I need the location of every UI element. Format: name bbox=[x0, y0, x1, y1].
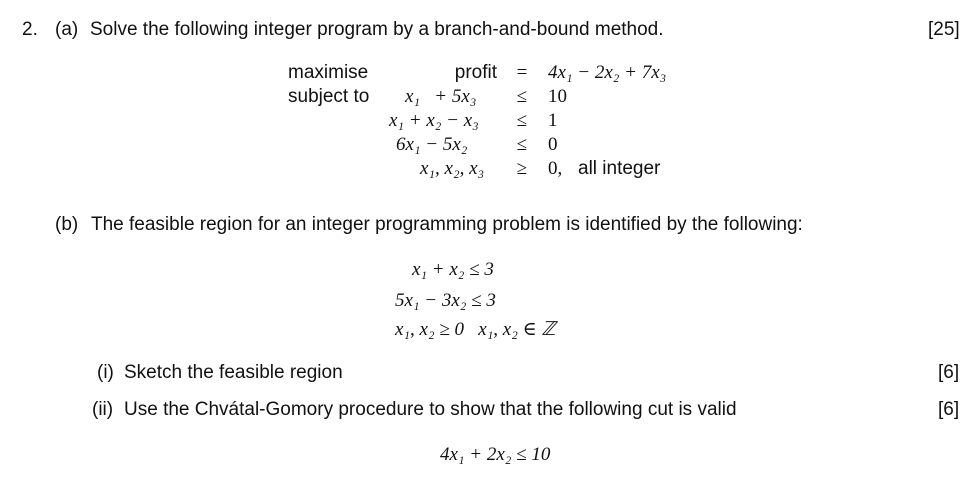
constraint-1-lhs: x₁ + 5x₃ bbox=[405, 86, 477, 107]
objective-name: profit bbox=[454, 62, 497, 83]
subpart-i-marks: [6] bbox=[938, 362, 960, 383]
part-b-constraint-3: x₁, x₂ ≥ 0 x₁, x₂ ∈ ℤ bbox=[395, 319, 556, 340]
constraint-2-relation: ≤ bbox=[516, 110, 528, 131]
subpart-ii-marks: [6] bbox=[938, 399, 960, 420]
part-a-text: Solve the following integer program by a branch-and-bound method. bbox=[90, 19, 664, 40]
part-a-label: (a) bbox=[55, 19, 79, 40]
constraint-4-lhs: x₁, x₂, x₃ bbox=[420, 158, 485, 179]
objective-relation: = bbox=[516, 62, 528, 83]
constraint-4-relation: ≥ bbox=[516, 158, 528, 179]
objective-expression: 4x₁ − 2x₂ + 7x₃ bbox=[548, 62, 667, 83]
part-b-constraint-2: 5x₁ − 3x₂ ≤ 3 bbox=[395, 290, 496, 311]
maximise-label: maximise bbox=[288, 62, 369, 83]
constraint-2-lhs: x₁ + x₂ − x₃ bbox=[389, 110, 479, 131]
part-b-constraint-1: x₁ + x₂ ≤ 3 bbox=[412, 259, 494, 280]
constraint-2-rhs: 1 bbox=[548, 110, 558, 131]
constraint-3-lhs: 6x₁ − 5x₂ bbox=[396, 134, 468, 155]
subpart-i-text: Sketch the feasible region bbox=[124, 362, 343, 383]
constraint-3-rhs: 0 bbox=[548, 134, 558, 155]
constraint-4-note: all integer bbox=[578, 158, 661, 179]
subpart-ii-text: Use the Chvátal-Gomory procedure to show that the following cut is valid bbox=[124, 399, 737, 420]
constraint-4-rhs: 0, bbox=[548, 158, 563, 179]
constraint-3-relation: ≤ bbox=[516, 134, 528, 155]
part-b-text: The feasible region for an integer programming problem is identified by the following: bbox=[91, 214, 803, 235]
subject-to-label: subject to bbox=[288, 86, 370, 107]
question-number: 2. bbox=[22, 19, 38, 40]
part-a-marks: [25] bbox=[928, 19, 960, 40]
constraint-1-relation: ≤ bbox=[516, 86, 528, 107]
part-b-label: (b) bbox=[55, 214, 79, 235]
constraint-1-rhs: 10 bbox=[548, 86, 567, 107]
subpart-i-label: (i) bbox=[97, 362, 114, 383]
chvatal-gomory-cut: 4x₁ + 2x₂ ≤ 10 bbox=[440, 444, 551, 465]
subpart-ii-label: (ii) bbox=[92, 399, 114, 420]
